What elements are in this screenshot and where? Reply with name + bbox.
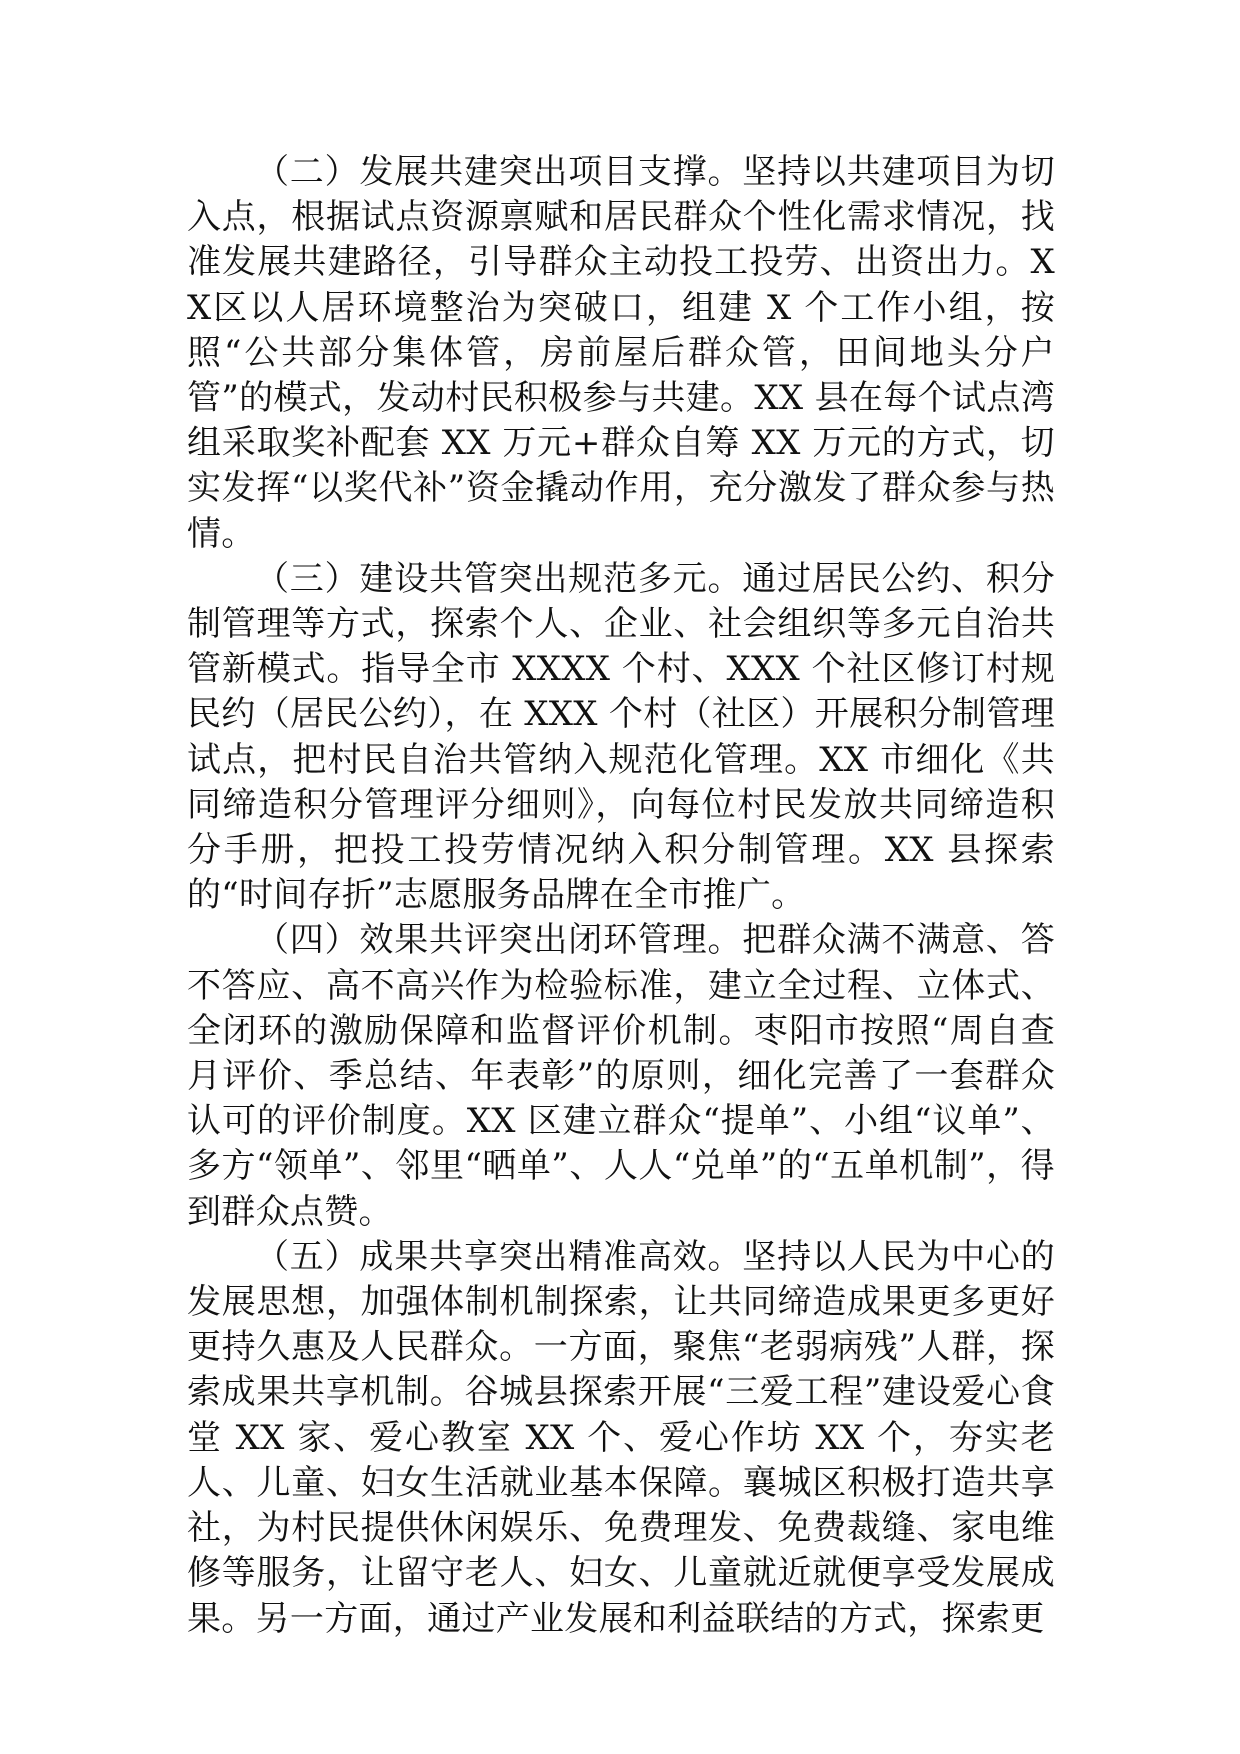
paragraph-section-4: （四）效果共评突出闭环管理。把群众满不满意、答不答应、高不高兴作为检验标准，建立全过程、立体式、全闭环的激励保障和监督评价机制。枣阳市按照“周自查月评价、季总结、年表彰”的原则，细化完善了一套群众认可的评价制度。XX 区建立群众“提单”、小组“议单”、多方“领单”、邻里“晒单”、人人“兑单”的“五单机制”，得到群众点赞。: [187, 920, 1055, 1232]
document-page: [187, 150, 1055, 1642]
paragraph-section-2: （二）发展共建突出项目支撑。坚持以共建项目为切入点，根据试点资源禀赋和居民群众个性化需求情况，找准发展共建路径，引导群众主动投工投劳、出资出力。XX区以人居环境整治为突破口，组建 X 个工作小组，按照“公共部分集体管，房前屋后群众管，田间地头分户管”的模式，发动村民积极参与共建。XX 县在每个试点湾组采取奖补配套 XX 万元+群众自筹 XX 万元的方式，切实发挥“以奖代补”资金撬动作用，充分激发了群众参与热情。: [187, 152, 1055, 554]
paragraph-section-5: （五）成果共享突出精准高效。坚持以人民为中心的发展思想，加强体制机制探索，让共同缔造成果更多更好更持久惠及人民群众。一方面，聚焦“老弱病残”人群，探索成果共享机制。谷城县探索开展“三爱工程”建设爱心食堂 XX 家、爱心教室 XX 个、爱心作坊 XX 个，夯实老人、儿童、妇女生活就业基本保障。襄城区积极打造共享社，为村民提供休闲娱乐、免费理发、免费裁缝、家电维修等服务，让留守老人、妇女、儿童就近就便享受发展成果。另一方面，通过产业发展和利益联结的方式，探索更: [187, 1236, 1055, 1639]
paragraph-section-3: （三）建设共管突出规范多元。通过居民公约、积分制管理等方式，探索个人、企业、社会组织等多元自治共管新模式。指导全市 XXXX 个村、XXX 个社区修订村规民约（居民公约），在 XXX 个村（社区）开展积分制管理试点，把村民自治共管纳入规范化管理。XX 市细化《共同缔造积分管理评分细则》，向每位村民发放共同缔造积分手册，把投工投劳情况纳入积分制管理。XX 县探索的“时间存折”志愿服务品牌在全市推广。: [187, 558, 1055, 916]
